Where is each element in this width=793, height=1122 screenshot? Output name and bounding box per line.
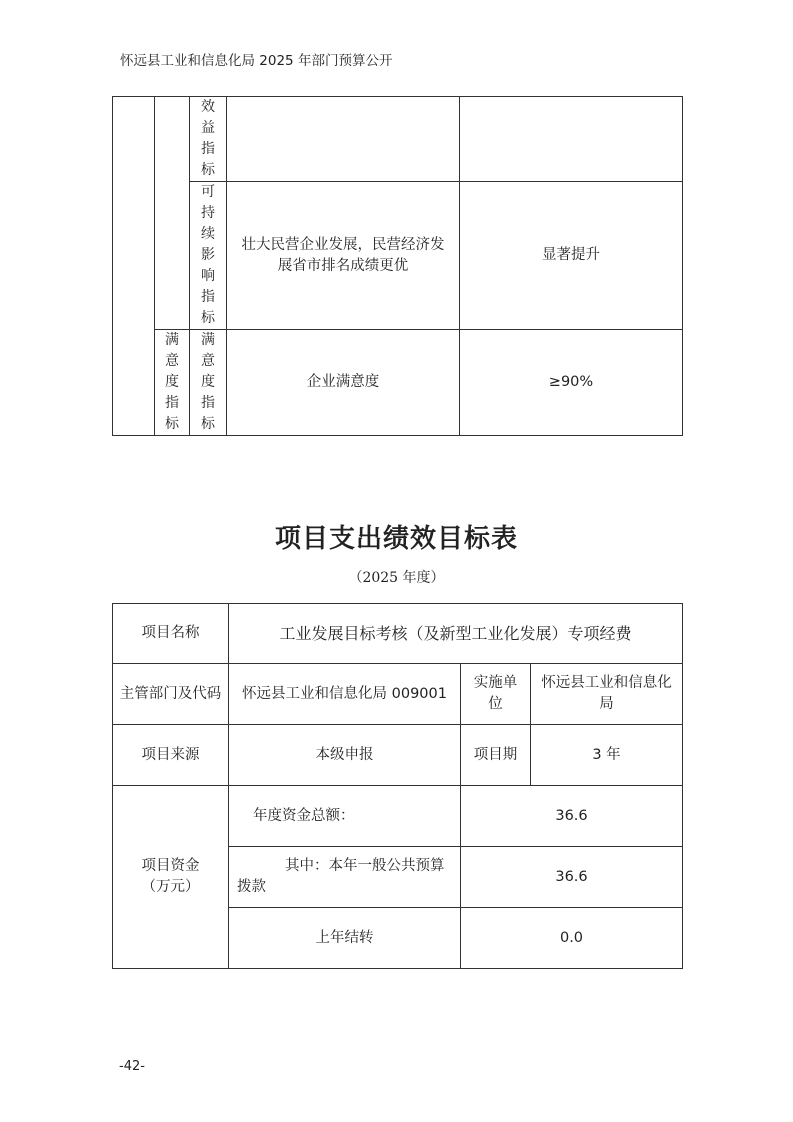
satisfaction-indicator-cell: 满 意 度 指 标: [190, 330, 227, 436]
satisfaction-category-cell: 满 意 度 指 标: [155, 330, 190, 436]
satisfaction-content: 企业满意度: [227, 330, 460, 436]
funds-public-label: 其中：本年一般公共预算拨款: [229, 847, 461, 908]
funds-carryover-value: 0.0: [461, 908, 683, 969]
dept-label: 主管部门及代码: [113, 664, 229, 725]
indicator-content-empty: [227, 97, 460, 182]
satisfaction-value: ≥90%: [460, 330, 683, 436]
impl-label: 实施单位: [461, 664, 531, 725]
indicator-benefit-cell: 效 益 指 标: [190, 97, 227, 182]
project-name-value: 工业发展目标考核（及新型工业化发展）专项经费: [229, 604, 683, 664]
project-info-table: [112, 603, 683, 969]
project-name-label: 项目名称: [113, 604, 229, 664]
funds-label: 项目资金（万元）: [113, 786, 229, 969]
funds-total-label: 年度资金总额：: [229, 786, 461, 847]
level1-category-cell: [113, 97, 155, 436]
period-label: 项目期: [461, 725, 531, 786]
year-label: （2025 年度）: [348, 570, 445, 586]
source-label: 项目来源: [113, 725, 229, 786]
indicator-sustainable-content: 壮大民营企业发展，民营经济发展省市排名成绩更优: [227, 182, 460, 330]
page-number: -42-: [119, 1059, 145, 1074]
funds-public-value: 36.6: [461, 847, 683, 908]
indicator-table-continued: [112, 96, 683, 436]
indicator-sustainable-value: 显著提升: [460, 182, 683, 330]
funds-carryover-label: 上年结转: [229, 908, 461, 969]
page-title: 项目支出绩效目标表: [274, 524, 518, 554]
impl-value: 怀远县工业和信息化局: [531, 664, 683, 725]
level2-category-cell: [155, 97, 190, 330]
period-value: 3 年: [531, 725, 683, 786]
source-value: 本级申报: [229, 725, 461, 786]
funds-total-value: 36.6: [461, 786, 683, 847]
dept-value: 怀远县工业和信息化局 009001: [229, 664, 461, 725]
page-header: 怀远县工业和信息化局 2025 年部门预算公开: [120, 53, 393, 69]
indicator-sustainable-cell: 可 持 续 影 响 指 标: [190, 182, 227, 330]
indicator-value-empty: [460, 97, 683, 182]
